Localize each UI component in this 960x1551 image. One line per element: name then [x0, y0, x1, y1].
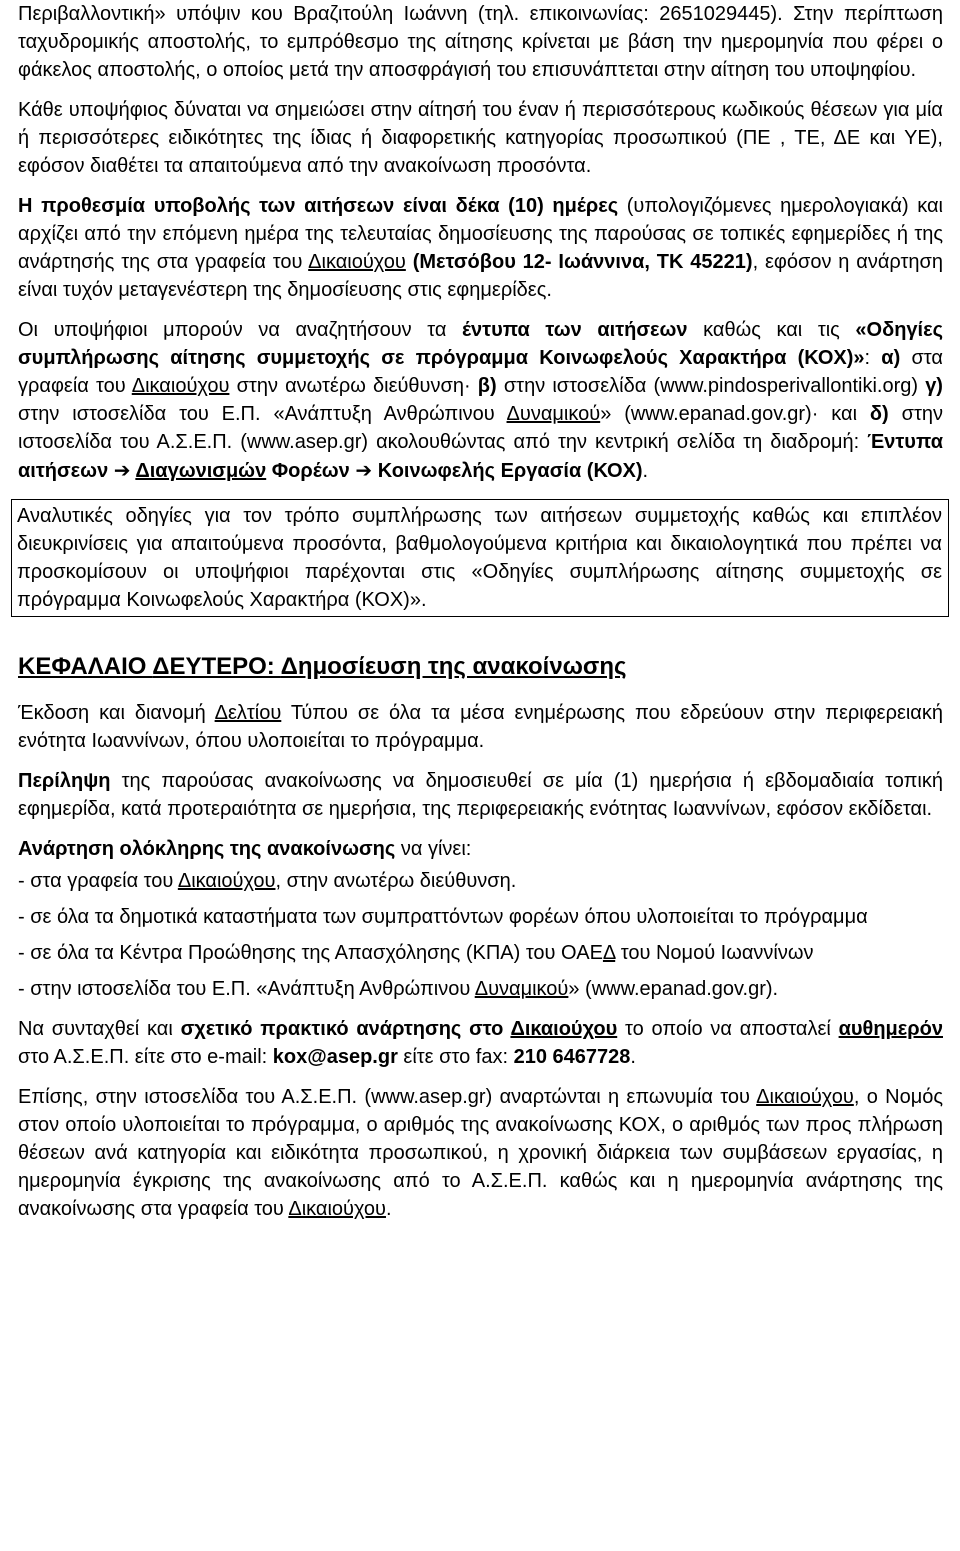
path-step-underlined: Διαγωνισμών — [135, 460, 267, 482]
list-item — [18, 939, 943, 967]
path-step: Έντυπα αιτήσεων — [18, 431, 943, 482]
list-item-text: - στα γραφεία του — [18, 870, 178, 892]
item-marker: α) — [881, 347, 901, 369]
paragraph-text: Έκδοση και διανομή — [18, 702, 215, 724]
list-item-text: - στην ιστοσελίδα του Ε.Π. «Ανάπτυξη Ανθρώπινου — [18, 978, 475, 1000]
paragraph-multiple-codes — [18, 96, 943, 180]
paragraph-text: . — [642, 460, 649, 482]
list-item — [18, 903, 943, 931]
paragraph-text: είτε στο fax: — [397, 1046, 514, 1068]
underlined-text: Δικαιούχου — [756, 1086, 854, 1108]
paragraph-minutes — [18, 1015, 943, 1071]
paragraph-deadline — [18, 192, 943, 304]
paragraph-text: Περιβαλλοντική» υπόψιν κου Βραζιτούλη Ιωάννη (τηλ. επικοινωνίας: 2651029445). Στην περίπτωση ταχυδρομικής αποστολής, το εμπρόθεσμο της αίτησης κρίνεται με βάση την ημερομηνία που φέρει ο φάκελος αποστολής, ο οποίος μετά την αποσφράγισή του επισυνάπτεται στην αίτηση του υποψηφίου. — [18, 3, 943, 81]
chapter-heading-part: ΚΕΦΑΛΑΙΟ — [18, 653, 153, 680]
underlined-text: Δικαιούχου — [131, 375, 230, 397]
space — [406, 251, 413, 273]
email-address: kox@asep.gr — [272, 1046, 398, 1068]
paragraph-text: Επίσης, στην ιστοσελίδα του Α.Σ.Ε.Π. (www.asep.gr) αναρτώνται η επωνυμία του — [18, 1086, 757, 1108]
fax-number: 210 6467728 — [513, 1046, 631, 1068]
list-item — [18, 867, 943, 895]
paragraph-asep-website — [18, 1083, 943, 1223]
paragraph-postal-submission — [18, 0, 943, 84]
paragraph-text: Κάθε υποψήφιος δύναται να σημειώσει στην αίτησή του έναν ή περισσότερους κωδικούς θέσεων για μία ή περισσότερες ειδικότητες της ίδιας ή διαφορετικής κατηγορίας προσωπικού (ΠΕ , ΤΕ, ΔΕ και ΥΕ), εφόσον διαθέτει τα απαιτούμενα από την ανακοίνωση προσόντα. — [18, 99, 943, 177]
paragraph-text: στην ιστοσελίδα (www.pindosperivallontiki.org) — [496, 375, 926, 397]
bold-underlined-text: αυθημερόν — [838, 1018, 943, 1040]
chapter-heading-part: Δημοσίευση της ανακοίνωσης — [280, 653, 627, 680]
path-step: Φορέων — [266, 460, 350, 482]
paragraph-text: Οι υποψήφιοι μπορούν να αναζητήσουν τα — [18, 319, 463, 341]
paragraph-text: Αναλυτικές οδηγίες για τον τρόπο συμπλήρωσης των αιτήσεων συμμετοχής καθώς και επιπλέον διευκρινίσεις για απαιτούμενα προσόντα, βαθμολογούμενα κριτήρια και δικαιολογητικά που πρέπει να προσκομίσουν οι υποψήφιοι παρέχονται στις «Οδηγίες συμπλήρωσης αίτησης συμμετοχής σε πρόγραμμα Κοινωφελούς Χαρακτήρα (ΚΟΧ)». — [17, 505, 942, 611]
paragraph-text: το οποίο να αποσταλεί — [617, 1018, 839, 1040]
chapter-heading — [18, 651, 943, 683]
paragraph-text: στο Α.Σ.Ε.Π. είτε στο e-mail: — [18, 1046, 273, 1068]
address-bold-text: (Μετσόβου 12- Ιωάννινα, ΤΚ 45221) — [412, 251, 753, 273]
underlined-text: Δυναμικού — [506, 403, 601, 425]
underlined-text: Δυναμικού — [474, 978, 569, 1000]
arrow-right-icon: ➔ — [113, 458, 131, 482]
list-item-text: - σε όλα τα Κέντρα Προώθησης της Απασχόλησης (ΚΠΑ) του ΟΑΕ — [18, 942, 603, 964]
paragraph-posting — [18, 835, 943, 863]
paragraph-text: της παρούσας ανακοίνωσης να δημοσιευθεί σε μία (1) ημερήσια ή εβδομαδιαία τοπική εφημερίδα, κατά προτεραιότητα σε ημερήσια, της περιφερειακής ενότητας Ιωαννίνων, εφόσον εκδίδεται. — [18, 770, 943, 820]
paragraph-text: στα γραφεία του — [18, 347, 943, 397]
path-step: Κοινωφελής Εργασία (ΚΟΧ) — [377, 460, 643, 482]
underlined-text: Δικαιούχου — [177, 870, 276, 892]
paragraph-text: Τύπου σε όλα τα μέσα ενημέρωσης που εδρεύουν στην περιφερειακή ενότητα Ιωαννίνων, όπου υλοποιείται το πρόγραμμα. — [18, 702, 943, 752]
posting-list — [18, 867, 943, 1003]
underlined-text: Δικαιούχου — [308, 251, 406, 273]
bold-text: Περίληψη — [18, 770, 111, 792]
paragraph-text: (υπολογιζόμενες ημερολογιακά) και αρχίζει από την επόμενη ημέρα της τελευταίας δημοσίευσης της παρούσας σε τοπικές εφημερίδες ή της ανάρτησής της στα γραφεία του — [18, 195, 943, 273]
paragraph-text: : — [864, 347, 882, 369]
paragraph-summary — [18, 767, 943, 823]
paragraph-text: . — [630, 1046, 636, 1068]
chapter-heading-part: ΔΕΥΤΕΡΟ: — [152, 653, 281, 680]
list-item — [18, 975, 943, 1003]
arrow-right-icon: ➔ — [355, 458, 373, 482]
underlined-text: Δ — [602, 942, 616, 964]
bold-text: έντυπα των αιτήσεων — [462, 319, 688, 341]
paragraph-text: στην ανωτέρω διεύθυνση· — [229, 375, 478, 397]
paragraph-text: στην ιστοσελίδα του Ε.Π. «Ανάπτυξη Ανθρώπινου — [18, 403, 507, 425]
paragraph-text: Να συνταχθεί και — [18, 1018, 181, 1040]
paragraph-text: . — [385, 1198, 392, 1220]
item-marker: δ) — [869, 403, 889, 425]
list-item-text: - σε όλα τα δημοτικά καταστήματα των συμπραττόντων φορέων όπου υλοποιείται το πρόγραμμα — [18, 906, 868, 928]
underlined-text: Δικαιούχου — [288, 1198, 386, 1220]
item-marker: β) — [477, 375, 497, 397]
item-marker: γ) — [925, 375, 943, 397]
bold-text: Ανάρτηση ολόκληρης της ανακοίνωσης — [18, 838, 396, 860]
list-item-text: » (www.epanad.gov.gr). — [568, 978, 779, 1000]
list-item-text: του Νομού Ιωαννίνων — [615, 942, 814, 964]
paragraph-text: καθώς και τις — [687, 319, 856, 341]
deadline-bold-text: Η προθεσμία υποβολής των αιτήσεων είναι δέκα (10) ημέρες — [18, 195, 619, 217]
instructions-text — [17, 502, 942, 614]
paragraph-text: » (www.epanad.gov.gr)· και — [600, 403, 870, 425]
list-item-text: , στην ανωτέρω διεύθυνση. — [275, 870, 517, 892]
paragraph-text: , ο Νομός στον οποίο υλοποιείται το πρόγραμμα, ο αριθμός της ανακοίνωσης ΚΟΧ, ο αριθμός των προς πλήρωση θέσεων ανά κατηγορία και ειδικότητα προσωπικού, η χρονική διάρκεια των συμβάσεων εργασίας, η ημερομηνία έγκρισης της ανακοίνωσης από το Α.Σ.Ε.Π. καθώς και η ημερομηνία ανάρτησης της ανακοίνωσης στα γραφεία του — [18, 1086, 943, 1220]
paragraph-application-forms — [18, 316, 943, 485]
bold-underlined-text: Δικαιούχου — [510, 1018, 618, 1040]
guidelines-title: «Οδηγίες συμπλήρωσης αίτησης συμμετοχής σε πρόγραμμα Κοινωφελούς Χαρακτήρα (ΚΟΧ)» — [18, 319, 944, 369]
paragraph-text: , εφόσον η ανάρτηση είναι τυχόν μεταγενέστερη της δημοσίευσης στις εφημερίδες. — [18, 251, 943, 301]
bold-text: σχετικό πρακτικό ανάρτησης στο — [180, 1018, 511, 1040]
paragraph-text: να γίνει: — [395, 838, 472, 860]
paragraph-text: στην ιστοσελίδα του Α.Σ.Ε.Π. (www.asep.gr) ακολουθώντας από την κεντρική σελίδα τη διαδρομή: — [18, 403, 943, 453]
instructions-box — [11, 499, 949, 617]
paragraph-press-release — [18, 699, 943, 755]
underlined-text: Δελτίου — [214, 702, 282, 724]
